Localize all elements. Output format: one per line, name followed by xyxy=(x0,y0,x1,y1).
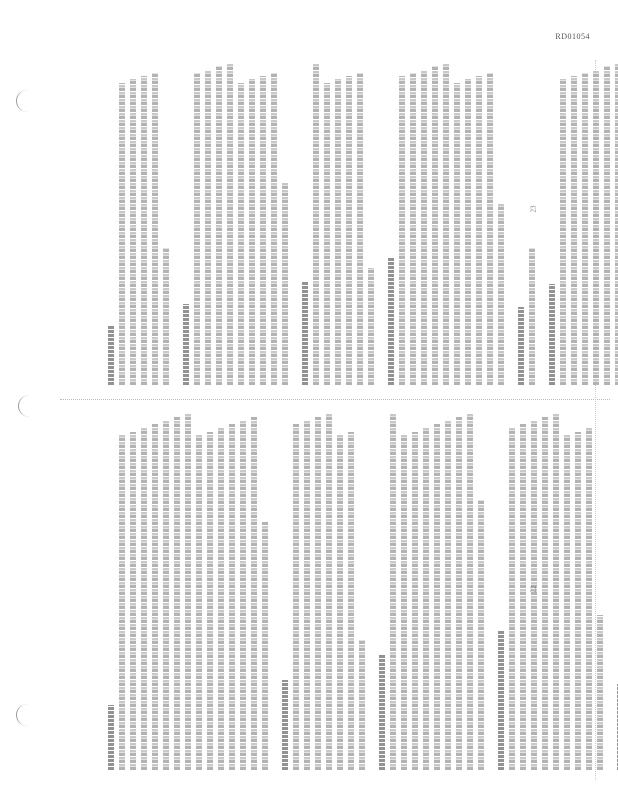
left-page-text-line xyxy=(412,432,418,770)
left-page-text-line xyxy=(293,424,299,770)
right-page-text-block xyxy=(108,60,618,385)
left-page-text-line xyxy=(163,421,169,770)
left-page-text-line xyxy=(597,615,603,770)
left-page-text-line xyxy=(196,435,202,770)
right-page-text-line xyxy=(335,80,341,386)
binder-hole-top xyxy=(16,90,39,112)
left-page-paragraph-gap xyxy=(370,410,379,770)
right-page-text-line xyxy=(119,83,125,385)
right-page-text-line xyxy=(152,73,158,385)
left-page-text-line xyxy=(520,424,526,770)
left-page-text-line xyxy=(456,417,462,770)
right-page-text-line xyxy=(529,249,535,386)
left-page-text-line xyxy=(262,522,268,770)
left-page-text-line xyxy=(119,435,125,770)
left-page-text-line xyxy=(229,424,235,770)
left-page-text-line xyxy=(401,435,407,770)
right-page-text-line xyxy=(421,70,427,385)
left-page-text-line xyxy=(586,428,592,770)
right-page-text-line xyxy=(582,73,588,385)
left-page-text-line xyxy=(240,421,246,770)
right-page-text-line xyxy=(282,184,288,386)
left-page-paragraph-heading xyxy=(108,705,114,770)
right-page-text-line xyxy=(205,70,211,385)
right-page-text-line xyxy=(163,249,169,386)
right-page-text-line xyxy=(487,73,493,385)
left-page-paragraph-heading xyxy=(498,630,504,770)
right-page-text-line xyxy=(465,80,471,386)
left-page-text-line xyxy=(337,435,343,770)
right-page-text-line xyxy=(141,76,147,385)
left-page-text-line xyxy=(390,414,396,770)
right-page-text-line xyxy=(238,83,244,385)
left-page-text-line xyxy=(509,428,515,770)
right-page-text-line xyxy=(498,203,504,385)
right-page-text-line xyxy=(271,73,277,385)
right-page-text-line xyxy=(476,76,482,385)
right-page-text-line xyxy=(260,76,266,385)
right-page-text-line xyxy=(130,80,136,386)
right-page-paragraph-heading xyxy=(518,307,524,385)
left-page-text-line xyxy=(141,428,147,770)
left-page-text-line xyxy=(207,432,213,770)
document-id: RD01054 xyxy=(555,32,590,41)
left-page-text-line xyxy=(531,421,537,770)
right-page-text-line xyxy=(357,73,363,385)
left-page-text-line xyxy=(445,421,451,770)
left-page-text-line xyxy=(478,500,484,770)
right-page-paragraph-gap xyxy=(509,60,518,385)
left-page-text-line xyxy=(251,417,257,770)
right-page-text-line xyxy=(410,73,416,385)
right-page-paragraph-heading xyxy=(302,281,308,385)
left-page-text-line xyxy=(185,414,191,770)
page-fold-line xyxy=(60,399,610,400)
right-page-paragraph-heading xyxy=(108,327,114,386)
right-page-paragraph-heading xyxy=(388,258,394,385)
right-page-paragraph-heading xyxy=(183,304,189,385)
left-page-text-line xyxy=(130,432,136,770)
right-page-text-line xyxy=(194,73,200,385)
right-page-text-line xyxy=(227,63,233,385)
right-page-text-line xyxy=(560,80,566,386)
left-page-text-line xyxy=(467,414,473,770)
left-page-paragraph-heading xyxy=(379,655,385,770)
left-page-text-line xyxy=(553,414,559,770)
left-page-text-line xyxy=(348,432,354,770)
left-page-text-line xyxy=(359,640,365,770)
right-page-text-line xyxy=(443,63,449,385)
right-page-text-line xyxy=(399,76,405,385)
left-page-text-line xyxy=(434,424,440,770)
left-page-paragraph-heading xyxy=(282,680,288,770)
right-page-text-line xyxy=(432,67,438,386)
left-page-text-line xyxy=(542,417,548,770)
right-page-text-line xyxy=(324,83,330,385)
left-page-paragraph-gap xyxy=(273,410,282,770)
right-page-text-line xyxy=(604,67,610,386)
right-page-paragraph-gap xyxy=(174,60,183,385)
left-page-text-line xyxy=(575,432,581,770)
left-page-text-line xyxy=(423,428,429,770)
right-page-text-line xyxy=(571,76,577,385)
left-page-text-line xyxy=(218,428,224,770)
binder-hole-middle xyxy=(18,395,41,417)
right-page-text-line xyxy=(249,80,255,386)
left-page-text-line xyxy=(174,417,180,770)
right-page-paragraph-gap xyxy=(293,60,302,385)
right-page-number: 23 xyxy=(529,205,538,213)
left-page-paragraph-gap xyxy=(608,410,617,770)
right-page-paragraph-heading xyxy=(549,284,555,385)
right-page-text-line xyxy=(313,63,319,385)
left-page-text-line xyxy=(152,424,158,770)
left-page-number: 22 xyxy=(529,585,538,593)
binder-hole-bottom xyxy=(16,704,39,726)
left-page-text-line xyxy=(326,414,332,770)
left-page-paragraph-gap xyxy=(489,410,498,770)
right-page-text-line xyxy=(593,70,599,385)
right-page-text-line xyxy=(368,268,374,385)
left-page-text-line xyxy=(304,421,310,770)
left-page-text-block xyxy=(108,410,618,770)
right-page-text-line xyxy=(216,67,222,386)
right-page-text-line xyxy=(346,76,352,385)
left-page-text-line xyxy=(564,435,570,770)
right-page-text-line xyxy=(454,83,460,385)
left-page-text-line xyxy=(315,417,321,770)
right-page-paragraph-gap xyxy=(379,60,388,385)
right-page-paragraph-gap xyxy=(540,60,549,385)
